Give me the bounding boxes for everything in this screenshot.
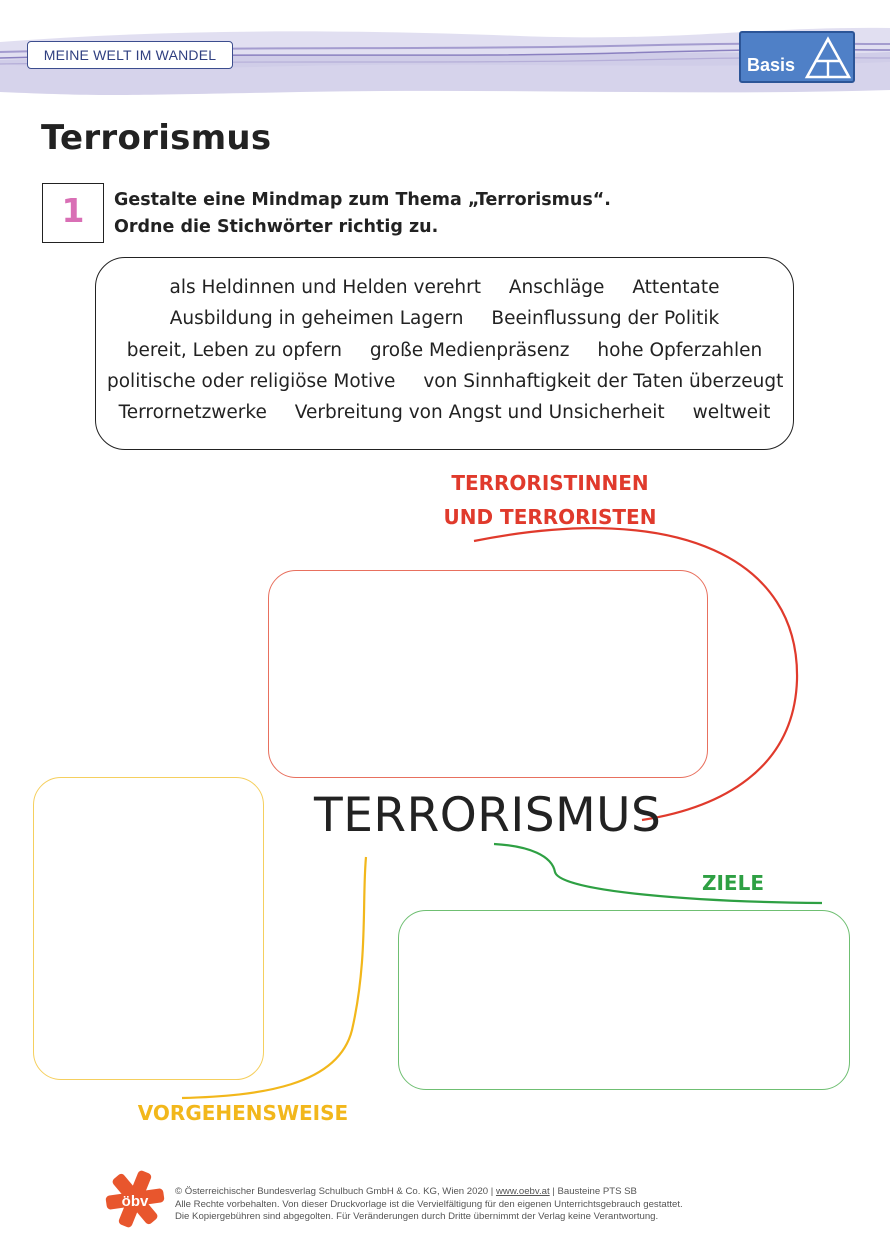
keyword: als Heldinnen und Helden verehrt xyxy=(169,277,481,298)
instruction-line-1: Gestalte eine Mindmap zum Thema „Terrorismus“. xyxy=(114,190,611,210)
keyword: große Medienpräsenz xyxy=(369,340,570,361)
keyword: weltweit xyxy=(692,402,771,423)
keyword: hohe Opferzahlen xyxy=(597,340,763,361)
word-bank-row xyxy=(96,371,793,392)
publisher-logo xyxy=(104,1168,166,1230)
footer-text: | Bausteine PTS SB xyxy=(549,1186,637,1197)
answer-box-goals[interactable] xyxy=(398,910,850,1090)
branch-label-goals: ZIELE xyxy=(701,871,764,895)
keyword: bereit, Leben zu opfern xyxy=(126,340,342,361)
task-instructions xyxy=(114,187,611,241)
word-bank-row xyxy=(96,277,793,298)
keyword: Ausbildung in geheimen Lagern xyxy=(169,308,464,329)
mindmap-center: TERRORISMUS xyxy=(314,788,662,843)
triangle-level-icon xyxy=(803,35,853,81)
word-bank-row xyxy=(96,340,793,361)
page-title: Terrorismus xyxy=(41,118,272,158)
series-tag: MEINE WELT IM WANDEL xyxy=(27,41,233,69)
footer-copyright xyxy=(175,1186,865,1224)
word-bank-row xyxy=(96,308,793,329)
footer-text: © Österreichischer Bundesverlag Schulbuch GmbH & Co. KG, Wien 2020 | xyxy=(175,1186,496,1197)
instruction-line-2: Ordne die Stichwörter richtig zu. xyxy=(114,217,439,237)
keyword: Attentate xyxy=(632,277,720,298)
keyword: Anschläge xyxy=(508,277,605,298)
publisher-link[interactable]: www.oebv.at xyxy=(495,1186,550,1197)
branch-label-terrorists xyxy=(430,466,670,534)
footer-line-2: Alle Rechte vorbehalten. Von dieser Druckvorlage ist die Vervielfältigung für den eigenen Unterrichtsgebrauch gestattet. xyxy=(175,1198,683,1210)
answer-box-terrorists[interactable] xyxy=(268,570,708,778)
branch-label-methods: VORGEHENSWEISE xyxy=(137,1101,349,1125)
publisher-logo-text: öbv xyxy=(121,1193,149,1210)
branch-label-line: TERRORISTINNEN xyxy=(451,471,649,495)
footer-line-1 xyxy=(175,1186,865,1199)
task-number: 1 xyxy=(42,183,104,243)
level-label: Basis xyxy=(747,55,796,75)
keyword: von Sinnhaftigkeit der Taten überzeugt xyxy=(423,371,784,392)
level-badge xyxy=(739,31,855,83)
footer-line-3: Die Kopiergebühren sind abgegolten. Für Veränderungen durch Dritte übernimmt der Verlag keine Verantwortung. xyxy=(175,1211,659,1222)
branch-label-line: UND TERRORISTEN xyxy=(443,505,657,529)
keyword: Terrornetzwerke xyxy=(118,402,267,423)
keyword: politische oder religiöse Motive xyxy=(107,371,396,392)
answer-box-methods[interactable] xyxy=(33,777,264,1080)
word-bank xyxy=(95,257,794,450)
word-bank-row xyxy=(96,402,793,423)
keyword: Beeinflussung der Politik xyxy=(491,308,720,329)
keyword: Verbreitung von Angst und Unsicherheit xyxy=(294,402,665,423)
